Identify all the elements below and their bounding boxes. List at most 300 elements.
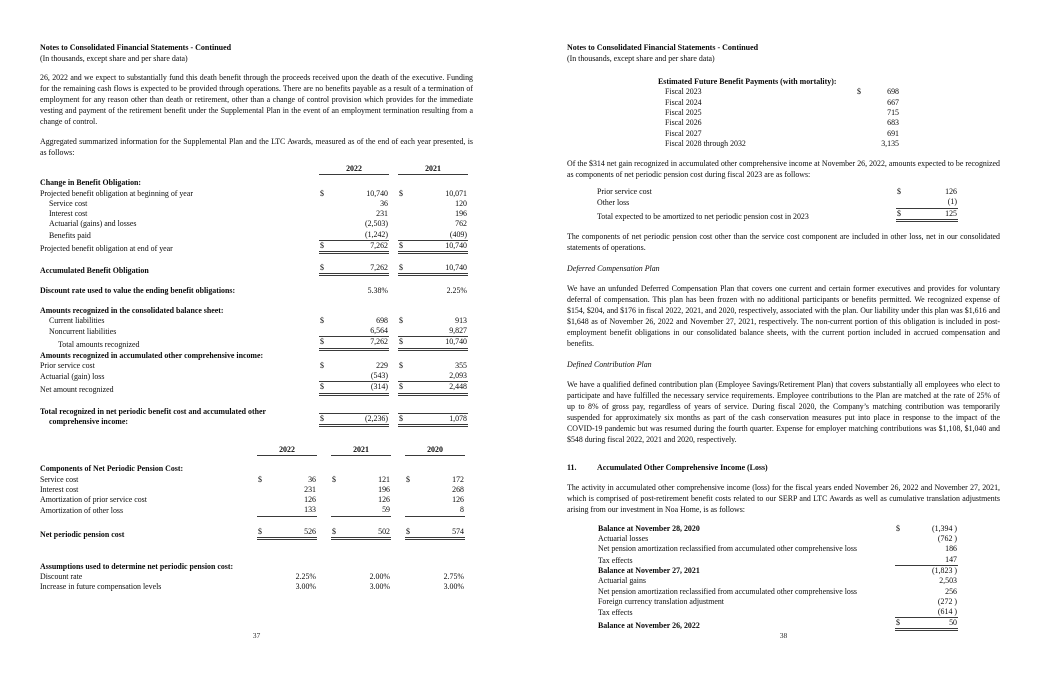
row-label: Prior service cost: [40, 360, 95, 370]
dollar-sign: $: [399, 382, 403, 392]
year-column-header: 2021: [331, 445, 391, 456]
cell-value: 133: [304, 505, 316, 515]
table-row: [40, 241, 468, 254]
money-cell: [398, 230, 468, 241]
total-row: [567, 209, 958, 222]
deferred-compensation-plan-heading: Deferred Compensation Plan: [567, 263, 660, 273]
row-label: Total recognized in net periodic benefit cost and accumulated other comprehensive income:: [40, 406, 266, 426]
dollar-sign: $: [320, 360, 324, 370]
section-heading-row: [567, 77, 900, 87]
right-page: [567, 42, 1000, 631]
year-column-header: 2021: [398, 164, 468, 175]
cell-value: 5.38%: [367, 286, 388, 296]
table-row: [567, 128, 900, 138]
table-row: [567, 108, 900, 118]
money-cell: [398, 189, 468, 199]
row-label: Assumptions used to determine net periodic pension cost:: [40, 561, 234, 571]
money-cell: [319, 219, 389, 229]
cell-value: 10,740: [445, 337, 467, 347]
cell-value: 50: [949, 618, 957, 628]
money-cell: [319, 371, 389, 382]
cell-value: 10,740: [445, 263, 467, 273]
section-number: 11.: [567, 462, 577, 472]
cell-value: 126: [452, 495, 464, 505]
money-cell: [331, 495, 391, 505]
table-row: [567, 139, 900, 149]
row-label: Amounts recognized in the consolidated balance sheet:: [40, 305, 224, 315]
money-cell: [895, 597, 958, 607]
aoci-activity-table: [567, 524, 958, 632]
money-cell: [319, 230, 389, 241]
money-cell: [405, 495, 465, 505]
money-cell: [398, 209, 468, 219]
row-label: Service cost: [49, 198, 88, 208]
table-row: [567, 98, 900, 108]
money-cell: [895, 566, 958, 576]
cell-value: (614 ): [937, 607, 957, 617]
cell-value: (1,394 ): [932, 523, 957, 533]
row-spacer: [40, 456, 465, 464]
cell-value: 683: [887, 118, 899, 128]
cell-value: 126: [378, 495, 390, 505]
row-label: Actuarial gains: [598, 576, 646, 586]
table-row: [40, 337, 468, 350]
row-label: Foreign currency translation adjustment: [598, 596, 724, 606]
cell-value: 3.00%: [369, 582, 390, 592]
money-cell: [319, 199, 389, 209]
row-label: Total expected to be amortized to net periodic pension cost in 2023: [597, 211, 809, 221]
section-title: Accumulated Other Comprehensive Income (Loss): [597, 462, 768, 472]
money-cell: [398, 382, 468, 395]
table-row: [567, 534, 958, 544]
section-heading-row: [40, 178, 468, 188]
cell-value: 2,093: [449, 371, 467, 381]
table-row: [40, 209, 468, 219]
money-cell: [895, 576, 958, 586]
dollar-sign: $: [332, 474, 336, 484]
row-label: Balance at November 28, 2020: [598, 523, 700, 533]
money-cell: [319, 361, 389, 371]
row-label: Amortization of prior service cost: [40, 495, 147, 505]
paragraph-net-gain: Of the $314 net gain recognized in accumulated other comprehensive income at November 26, 2022, amounts expected to be recognized as components of net periodic pension cost during fiscal 2023 are as follows:: [567, 159, 1000, 180]
table-row: [567, 544, 958, 554]
row-label: Total amounts recognized: [58, 340, 140, 350]
table-row: [40, 485, 465, 495]
dollar-sign: $: [857, 87, 861, 97]
cell-value: 2.75%: [443, 572, 464, 582]
right-page-number: 38: [779, 631, 788, 640]
row-label: Interest cost: [40, 484, 79, 494]
money-cell: [319, 316, 389, 326]
money-cell: [856, 108, 900, 118]
estimated-future-benefit-payments-table: [567, 77, 900, 149]
row-label: Interest cost: [49, 209, 88, 219]
row-label: Service cost: [40, 474, 79, 484]
table-row: [40, 582, 465, 592]
cell-value: 2.00%: [369, 572, 390, 582]
cell-value: 120: [455, 198, 467, 208]
dollar-sign: $: [332, 526, 336, 536]
dollar-sign: $: [320, 382, 324, 392]
table-row: [40, 263, 468, 276]
cell-value: 126: [304, 495, 316, 505]
dollar-sign: $: [258, 526, 262, 536]
cell-value: 126: [945, 187, 957, 197]
dollar-sign: $: [320, 188, 324, 198]
year-column-header: 2020: [405, 445, 465, 456]
table-row: [567, 597, 958, 607]
dollar-sign: $: [320, 263, 324, 273]
row-label: Current liabilities: [49, 315, 105, 325]
table-row: [40, 286, 468, 296]
paragraph-defined-contribution: We have a qualified defined contribution plan (Employee Savings/Retirement Plan) that covers substantially all employees who elect to participate and have fulfilled the necessary service requirements. Employee contributions to the Plan are matched at the rate of 25% of up to 8% of gross pay, regardless of years of service. During fiscal 2020, the Company’s matching contribution was temporarily suspended for approximately six months as part of the cash conservation measures put into place in response to the impact of the COVID-19 pandemic but was resumed during the fourth quarter. Expense for employer matching contributions was $1,108, $1,040 and $548 during fiscal 2022, 2021 and 2020, respectively.: [567, 379, 1000, 444]
cell-value: 268: [452, 484, 464, 494]
dollar-sign: $: [320, 413, 324, 423]
row-label: Components of Net Periodic Pension Cost:: [40, 464, 184, 474]
money-cell: [895, 544, 958, 554]
money-cell: [257, 572, 317, 582]
dollar-sign: $: [399, 360, 403, 370]
dollar-sign: $: [399, 188, 403, 198]
cell-value: (409): [449, 229, 467, 239]
money-cell: [895, 618, 958, 631]
cell-value: 10,071: [445, 188, 467, 198]
money-cell: [319, 326, 389, 337]
row-spacer: [40, 540, 465, 562]
cell-value: 6,564: [370, 326, 388, 336]
money-cell: [398, 361, 468, 371]
cell-value: 196: [378, 484, 390, 494]
cell-value: 502: [378, 526, 390, 536]
money-cell: [319, 382, 389, 395]
table-row: [567, 197, 958, 208]
row-label: Actuarial losses: [598, 534, 649, 544]
cell-value: 3.00%: [295, 582, 316, 592]
money-cell: [895, 534, 958, 544]
money-cell: [895, 524, 958, 534]
money-cell: [895, 607, 958, 618]
cell-value: (1,242): [364, 229, 388, 239]
cell-value: 7,262: [370, 240, 388, 250]
table-row: [40, 382, 468, 395]
money-cell: [895, 555, 958, 566]
cell-value: 8: [460, 505, 464, 515]
paragraph-aoci-activity: The activity in accumulated other comprehensive income (loss) for the fiscal years ended November 26, 2022 and November 27, 2021, which is comprised of post-retirement benefit costs related to our SERP and LTC Awards as well as cumulative translation adjustments arising from our investment in Noa Home, is as follows:: [567, 482, 1000, 514]
cell-value: 229: [376, 360, 388, 370]
row-label: Discount rate: [40, 572, 83, 582]
paragraph-death-benefit-funding: 26, 2022 and we expect to substantially fund this death benefit through the proceeds received upon the death of the executive. Funding for the remaining cash flows is expected to be provided through operations. There are no benefits payable as a result of a termination of employment for any reason other than death or retirement, other than a change of control provision which provides for the immediate vesting and payment of the retirement benefit under the Supplemental Plan in the event of an employment termination resulting from a change of control.: [40, 73, 473, 126]
cell-value: 715: [887, 107, 899, 117]
cell-value: 186: [945, 544, 957, 554]
dollar-sign: $: [399, 263, 403, 273]
row-label: Fiscal 2028 through 2032: [665, 138, 746, 148]
cell-value: 121: [378, 474, 390, 484]
cell-value: (272 ): [937, 596, 957, 606]
money-cell: [319, 263, 389, 276]
table-row: [567, 586, 958, 596]
money-cell: [257, 582, 317, 592]
table-row: [40, 199, 468, 209]
year-header-row: [40, 164, 468, 175]
money-cell: [856, 129, 900, 139]
section-heading-row: [40, 562, 465, 572]
year-column-header: 2022: [257, 445, 317, 456]
money-cell: [319, 337, 389, 350]
cell-value: 698: [376, 315, 388, 325]
money-cell: [331, 475, 391, 485]
cell-value: 10,740: [366, 188, 388, 198]
dollar-sign: $: [399, 413, 403, 423]
money-cell: [856, 98, 900, 108]
row-label: Discount rate used to value the ending benefit obligations:: [40, 286, 236, 296]
change-in-benefit-obligation-table: [40, 164, 468, 427]
money-cell: [896, 197, 958, 208]
row-label: Tax effects: [598, 555, 633, 565]
row-label: Actuarial (gain) loss: [40, 372, 105, 382]
table-row: [567, 118, 900, 128]
money-cell: [895, 587, 958, 597]
money-cell: [319, 189, 389, 199]
row-label: Tax effects: [598, 608, 633, 618]
money-cell: [319, 413, 389, 427]
dollar-sign: $: [320, 315, 324, 325]
page-subtitle: (In thousands, except share and per share data): [40, 54, 188, 63]
row-label: Net pension amortization reclassified from accumulated other comprehensive loss: [598, 586, 857, 596]
dollar-sign: $: [897, 187, 901, 197]
cell-value: 10,740: [445, 240, 467, 250]
money-cell: [856, 87, 900, 97]
money-cell: [398, 263, 468, 276]
page-subtitle: (In thousands, except share and per share data): [567, 54, 715, 63]
money-cell: [331, 485, 391, 495]
table-row: [40, 316, 468, 326]
money-cell: [398, 371, 468, 382]
cell-value: 3,135: [881, 138, 899, 148]
row-label: Amounts recognized in accumulated other comprehensive income:: [40, 350, 264, 360]
cell-value: 59: [382, 505, 390, 515]
row-label: Fiscal 2027: [665, 128, 702, 138]
dollar-sign: $: [399, 240, 403, 250]
money-cell: [405, 572, 465, 582]
row-spacer: [40, 517, 465, 527]
cell-value: 36: [308, 474, 316, 484]
cell-value: (762 ): [937, 534, 957, 544]
money-cell: [856, 118, 900, 128]
row-label: Net amount recognized: [40, 385, 114, 395]
money-cell: [257, 527, 317, 540]
table-row: [40, 230, 468, 241]
page-title: Notes to Consolidated Financial Statements - Continued: [40, 43, 232, 52]
year-header-row: [40, 445, 465, 456]
paragraph-aggregated-information: Aggregated summarized information for the Supplemental Plan and the LTC Awards, measured as of the end of each year presented, is as follows:: [40, 137, 473, 157]
row-spacer: [40, 276, 468, 286]
row-spacer: [40, 396, 468, 407]
net-periodic-pension-cost-table: [40, 445, 465, 593]
cell-value: 231: [376, 209, 388, 219]
cell-value: 7,262: [370, 263, 388, 273]
balance-row: [567, 618, 958, 631]
cell-value: (1,823 ): [932, 565, 957, 575]
table-row: [567, 87, 900, 97]
row-label: Change in Benefit Obligation:: [40, 178, 142, 188]
money-cell: [331, 582, 391, 592]
table-row: [40, 495, 465, 505]
cell-value: 36: [380, 198, 388, 208]
cell-value: 231: [304, 484, 316, 494]
row-label: Net pension amortization reclassified from accumulated other comprehensive loss: [598, 544, 857, 554]
money-cell: [257, 475, 317, 485]
table-row: [567, 555, 958, 566]
row-label: Balance at November 26, 2022: [598, 621, 700, 631]
cell-value: 526: [304, 526, 316, 536]
row-label: Projected benefit obligation at end of year: [40, 243, 173, 253]
money-cell: [405, 505, 465, 516]
money-cell: [398, 286, 468, 296]
dollar-sign: $: [896, 523, 900, 533]
total-row: [40, 407, 468, 427]
cell-value: 698: [887, 87, 899, 97]
table-row: [40, 189, 468, 199]
row-label: Other loss: [597, 198, 630, 208]
money-cell: [398, 316, 468, 326]
cell-value: 691: [887, 128, 899, 138]
table-row: [40, 371, 468, 382]
cell-value: (2,503): [364, 219, 388, 229]
cell-value: 2,503: [939, 576, 957, 586]
money-cell: [856, 139, 900, 149]
money-cell: [398, 326, 468, 337]
money-cell: [896, 187, 958, 197]
table-row: [40, 572, 465, 582]
cell-value: (1): [947, 197, 957, 207]
money-cell: [331, 527, 391, 540]
row-label: Fiscal 2025: [665, 107, 702, 117]
dollar-sign: $: [320, 337, 324, 347]
money-cell: [398, 241, 468, 254]
table-row: [40, 219, 468, 229]
money-cell: [257, 505, 317, 516]
cell-value: 355: [455, 360, 467, 370]
row-label: Estimated Future Benefit Payments (with mortality):: [658, 77, 837, 87]
cell-value: 574: [452, 526, 464, 536]
page-title: Notes to Consolidated Financial Statements - Continued: [567, 43, 759, 52]
cell-value: 667: [887, 97, 899, 107]
money-cell: [319, 241, 389, 254]
row-label: Amortization of other loss: [40, 506, 124, 516]
cell-value: 2,448: [449, 382, 467, 392]
table-row: [40, 361, 468, 371]
money-cell: [319, 286, 389, 296]
dollar-sign: $: [897, 208, 901, 218]
cell-value: (2,236): [364, 413, 388, 423]
dollar-sign: $: [399, 337, 403, 347]
dollar-sign: $: [406, 526, 410, 536]
row-label: Benefits paid: [49, 230, 91, 240]
money-cell: [405, 582, 465, 592]
cell-value: 913: [455, 315, 467, 325]
table-row: [40, 326, 468, 337]
row-label: Accumulated Benefit Obligation: [40, 266, 149, 276]
money-cell: [398, 337, 468, 350]
cell-value: 2.25%: [295, 572, 316, 582]
amortization-expected-2023-table: [567, 187, 958, 222]
dollar-sign: $: [406, 474, 410, 484]
cell-value: 762: [455, 219, 467, 229]
year-column-header: 2022: [319, 164, 389, 175]
row-label: Noncurrent liabilities: [49, 327, 117, 337]
cell-value: (314): [370, 382, 388, 392]
row-label: Net periodic pension cost: [40, 529, 125, 539]
left-page: [40, 42, 473, 593]
row-label: Fiscal 2026: [665, 118, 702, 128]
section-heading-row: [40, 306, 468, 316]
money-cell: [405, 485, 465, 495]
row-label: Projected benefit obligation at beginning of year: [40, 188, 193, 198]
money-cell: [398, 219, 468, 229]
balance-row: [567, 566, 958, 576]
left-page-number: 37: [252, 631, 261, 640]
section-heading-row: [40, 464, 465, 474]
money-cell: [896, 209, 958, 222]
row-spacer: [40, 297, 468, 306]
section-11-heading: [567, 462, 1000, 473]
paragraph-deferred-compensation: We have an unfunded Deferred Compensation Plan that covers one current and certain former executives and provides for voluntary deferral of compensation. This plan has been frozen with no additional participants or benefits permitted. We recognized expense of $154, $204, and $176 in fiscal 2022, 2021, and 2020, respectively, associated with the plan. Our liability under this plan was $1,616 and $1,648 as of November 26, 2022 and November 27, 2021, respectively. The non-current portion of this obligation is included in post-employment benefit obligations in our consolidated balance sheets, with the current portion included in accrued compensation and benefits.: [567, 283, 1000, 348]
defined-contribution-plan-heading: Defined Contribution Plan: [567, 359, 652, 369]
cell-value: 196: [455, 209, 467, 219]
dollar-sign: $: [399, 315, 403, 325]
table-row: [567, 576, 958, 586]
row-label: Prior service cost: [597, 187, 652, 197]
row-label: Balance at November 27, 2021: [598, 565, 700, 575]
cell-value: 256: [945, 586, 957, 596]
dollar-sign: $: [258, 474, 262, 484]
dollar-sign: $: [896, 618, 900, 628]
cell-value: 172: [452, 474, 464, 484]
balance-row: [567, 524, 958, 534]
money-cell: [398, 413, 468, 427]
row-label: Fiscal 2023: [665, 87, 702, 97]
row-label: Increase in future compensation levels: [40, 582, 162, 592]
money-cell: [405, 527, 465, 540]
money-cell: [405, 475, 465, 485]
cell-value: 147: [945, 554, 957, 564]
cell-value: 9,827: [449, 326, 467, 336]
cell-value: 7,262: [370, 337, 388, 347]
table-row: [40, 475, 465, 485]
table-row: [567, 187, 958, 197]
table-row: [567, 607, 958, 618]
money-cell: [398, 199, 468, 209]
row-label: Actuarial (gains) and losses: [49, 219, 137, 229]
dollar-sign: $: [320, 240, 324, 250]
cell-value: (543): [370, 371, 388, 381]
row-spacer: [40, 254, 468, 263]
total-row: [40, 527, 465, 540]
paragraph-components: The components of net periodic pension cost other than the service cost component are included in other loss, net in our consolidated statements of operations.: [567, 231, 1000, 252]
section-heading-row: [40, 351, 468, 361]
row-label: Fiscal 2024: [665, 97, 702, 107]
money-cell: [257, 495, 317, 505]
table-row: [40, 505, 465, 516]
money-cell: [331, 505, 391, 516]
cell-value: 2.25%: [446, 286, 467, 296]
cell-value: 3.00%: [443, 582, 464, 592]
money-cell: [331, 572, 391, 582]
money-cell: [319, 209, 389, 219]
cell-value: 125: [945, 208, 957, 218]
cell-value: 1,078: [449, 413, 467, 423]
money-cell: [257, 485, 317, 495]
